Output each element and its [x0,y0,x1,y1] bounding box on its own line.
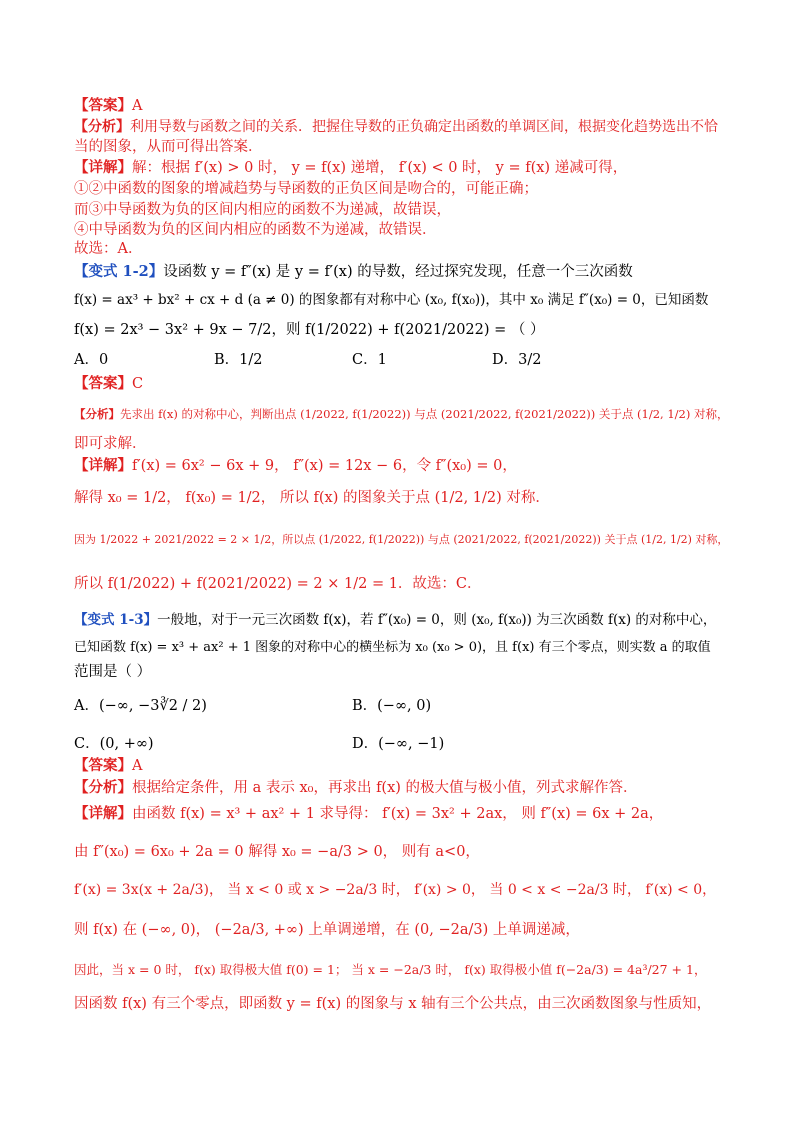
variant-1-2-tag: 【变式 1-2】 [74,263,164,280]
analysis-text: 根据给定条件，用 a 表示 x₀，再求出 f(x) 的极大值与极小值，列式求解作答． [132,780,638,796]
analysis-tag: 【分析】 [74,407,120,421]
answer-value: A [132,98,143,114]
option-c: C．1 [352,352,387,368]
variant-1-3-text: 一般地，对于一元三次函数 f(x)，若 f″(x₀) = 0，则 (x₀, f(x₀)) 为三次函数 f(x) 的对称中心， [157,612,717,628]
detail-tag: 【详解】 [74,805,132,822]
detail-text: 由函数 f(x) = x³ + ax² + 1 求导得： f′(x) = 3x² + 2ax， 则 f″(x) = 6x + 2a， [132,806,664,822]
answer-tag: 【答案】 [74,97,132,114]
analysis-line-2: 当的图象，从而可得出答案． [74,139,263,155]
detail-line-3: 而③中导函数为负的区间内相应的函数不为递减，故错误， [74,202,451,218]
analysis-line-4: 即可求解． [74,436,147,452]
detail-line-15: 因函数 f(x) 有三个零点，即函数 y = f(x) 的图象与 x 轴有三个公共点，由三次函数图象与性质知， [74,996,712,1012]
answer-value: A [132,758,143,774]
detail-line-11: 由 f″(x₀) = 6x₀ + 2a = 0 解得 x₀ = −a/3 > 0， 则有 a<0， [74,844,480,860]
detail-text: f′(x) = 6x² − 6x + 9， f″(x) = 12x − 6，令 f″(x₀) = 0， [132,458,517,474]
variant-1-2-line-3: f(x) = 2x³ − 3x² + 9x − 7/2，则 f(1/2022) + f(2021/2022) = （ ） [74,322,545,338]
option-a: A．(−∞, −3∛2 / 2) [74,698,207,714]
analysis-tag: 【分析】 [74,779,132,796]
variant-1-3-line-2: 已知函数 f(x) = x³ + ax² + 1 图象的对称中心的横坐标为 x₀ (x₀ > 0)，且 f(x) 有三个零点，则实数 a 的取值 [74,640,711,655]
detail-line-5: 故选：A． [74,241,143,257]
detail-tag: 【详解】 [74,159,132,176]
detail-line-4: ④中导函数为负的区间内相应的函数不为递减，故错误． [74,222,437,238]
answer-line-1 [74,96,142,116]
option-c: C．(0, +∞) [74,736,154,752]
option-d: D．3/2 [492,352,542,368]
detail-text: 解：根据 f′(x) > 0 时， y = f(x) 递增， f′(x) < 0 时， y = f(x) 递减可得， [132,160,628,176]
analysis-text: 利用导数与函数之间的关系．把握住导数的正负确定出函数的单调区间，根据变化趋势选出不恰 [130,119,718,135]
option-d: D．(−∞, −1) [352,736,445,752]
analysis-line-1 [74,117,718,137]
answer-tag: 【答案】 [74,757,132,774]
answer-line-2 [74,374,143,394]
option-b: B．1/2 [214,352,263,368]
analysis-tag: 【分析】 [74,119,130,135]
detail-line-6 [74,456,517,476]
analysis-line-5 [74,778,638,798]
variant-1-3-line-3: 范围是（ ） [74,664,152,680]
variant-1-3-tag: 【变式 1-3】 [74,612,158,628]
detail-tag: 【详解】 [74,457,132,474]
variant-1-2-line-2: f(x) = ax³ + bx² + cx + d (a ≠ 0) 的图象都有对称中心 (x₀, f(x₀))，其中 x₀ 满足 f″(x₀) = 0，已知函数 [74,292,709,308]
detail-line-8: 因为 1/2022 + 2021/2022 = 2 × 1/2，所以点 (1/2022, f(1/2022)) 与点 (2021/2022, f(2021/2022)) 关于点 (1/2, 1/2) 对称， [74,533,729,546]
detail-line-14: 因此，当 x = 0 时， f(x) 取得极大值 f(0) = 1； 当 x = −2a/3 时， f(x) 取得极小值 f(−2a/3) = 4a³/27 + 1， [74,962,707,977]
detail-line-10 [74,804,663,824]
detail-line-13: 则 f(x) 在 (−∞, 0)， (−2a/3, +∞) 上单调递增，在 (0, −2a/3) 上单调递减， [74,922,580,938]
option-b: B．(−∞, 0) [352,698,432,714]
detail-line-9: 所以 f(1/2022) + f(2021/2022) = 2 × 1/2 = 1．故选：C． [74,576,482,592]
detail-line-2: ①②中函数的图象的增减趋势与导函数的正负区间是吻合的，可能正确； [74,181,538,197]
variant-1-2-text: 设函数 y = f″(x) 是 y = f′(x) 的导数，经过探究发现，任意一个三次函数 [163,264,633,280]
variant-1-3-line-1 [74,610,716,630]
detail-line-12: f′(x) = 3x(x + 2a/3)， 当 x < 0 或 x > −2a/3 时， f′(x) > 0， 当 0 < x < −2a/3 时， f′(x) < 0， [74,882,717,898]
answer-tag: 【答案】 [74,375,132,392]
detail-line-7: 解得 x₀ = 1/2， f(x₀) = 1/2， 所以 f(x) 的图象关于点 (1/2, 1/2) 对称． [74,490,550,506]
variant-1-2-line-1 [74,262,633,282]
detail-line-1 [74,158,627,178]
option-a: A．0 [74,352,109,368]
analysis-line-3 [74,404,729,424]
analysis-text: 先求出 f(x) 的对称中心，判断出点 (1/2022, f(1/2022)) 与点 (2021/2022, f(2021/2022)) 关于点 (1/2, 1/2) 对称， [120,407,729,421]
answer-line-3 [74,756,142,776]
answer-value: C [132,376,144,392]
